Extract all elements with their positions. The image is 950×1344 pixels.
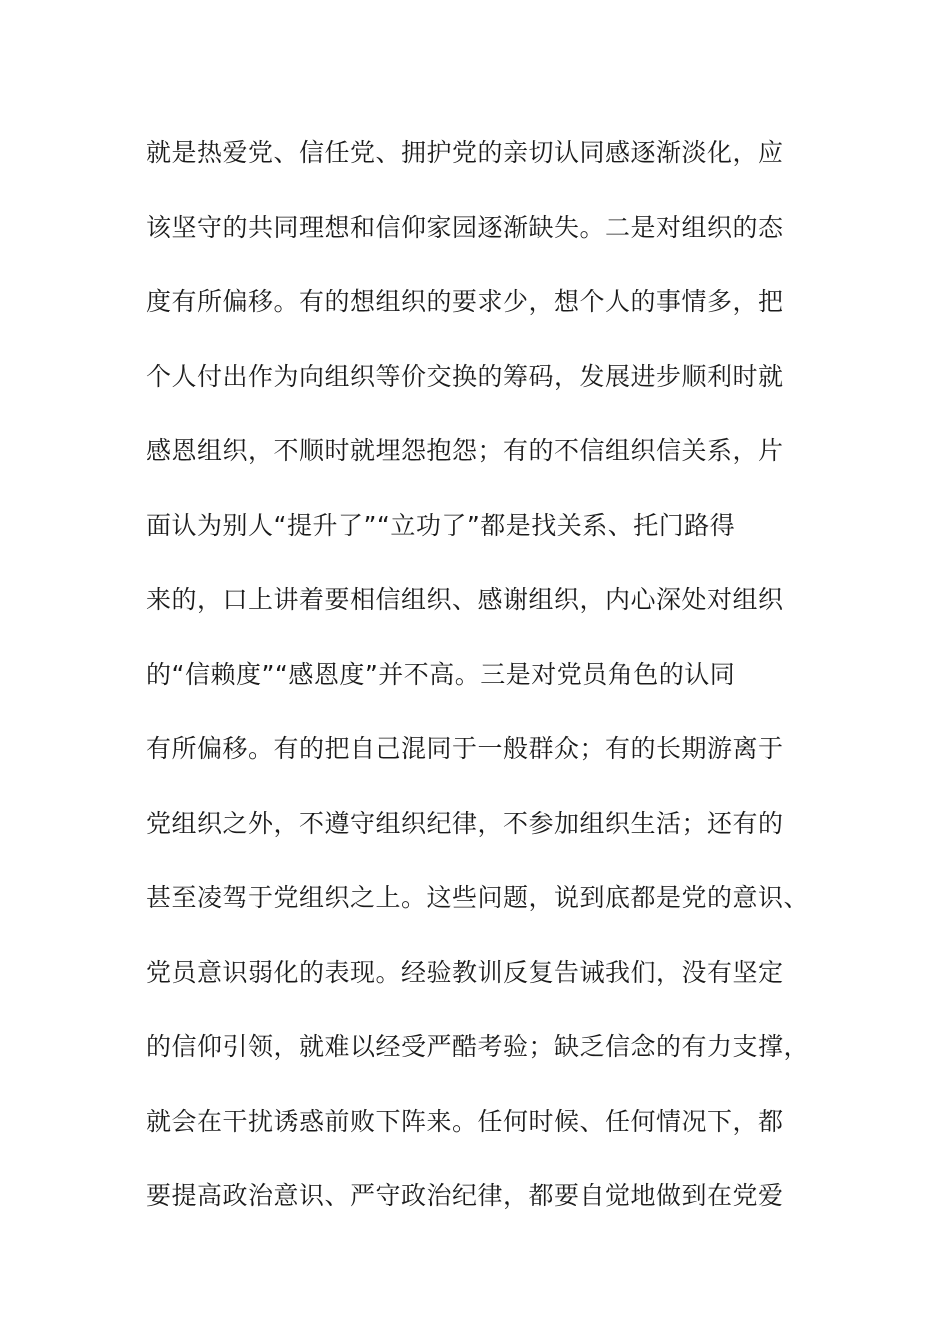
text-line: 面认为别人“提升了”“立功了”都是找关系、托门路得 xyxy=(146,510,736,540)
text-line: 的“信赖度”“感恩度”并不高。三是对党员角色的认同 xyxy=(146,659,736,689)
text-line: 就会在干扰诱惑前败下阵来。任何时候、任何情况下，都 xyxy=(146,1106,784,1136)
text-line: 来的，口上讲着要相信组织、感谢组织，内心深处对组织 xyxy=(146,585,784,614)
text-line: 的信仰引领，就难以经受严酷考验；缺乏信念的有力支撑， xyxy=(146,1032,810,1061)
text-line: 感恩组织，不顺时就埋怨抱怨；有的不信组织信关系，片 xyxy=(146,436,784,465)
text-line: 该坚守的共同理想和信仰家园逐渐缺失。二是对组织的态 xyxy=(146,212,784,242)
text-line: 个人付出作为向组织等价交换的筹码，发展进步顺利时就 xyxy=(146,361,784,391)
text-line: 甚至凌驾于党组织之上。这些问题，说到底都是党的意识、 xyxy=(146,883,810,912)
text-line: 要提高政治意识、严守政治纪律，都要自觉地做到在党爱 xyxy=(146,1181,784,1210)
body-text xyxy=(146,128,816,1246)
text-line: 党组织之外，不遵守组织纪律，不参加组织生活；还有的 xyxy=(146,808,784,838)
text-line: 度有所偏移。有的想组织的要求少，想个人的事情多，把 xyxy=(146,287,784,316)
text-line: 有所偏移。有的把自己混同于一般群众；有的长期游离于 xyxy=(146,734,784,763)
text-line: 就是热爱党、信任党、拥护党的亲切认同感逐渐淡化，应 xyxy=(146,138,784,167)
text-line: 党员意识弱化的表现。经验教训反复告诫我们，没有坚定 xyxy=(146,957,784,987)
